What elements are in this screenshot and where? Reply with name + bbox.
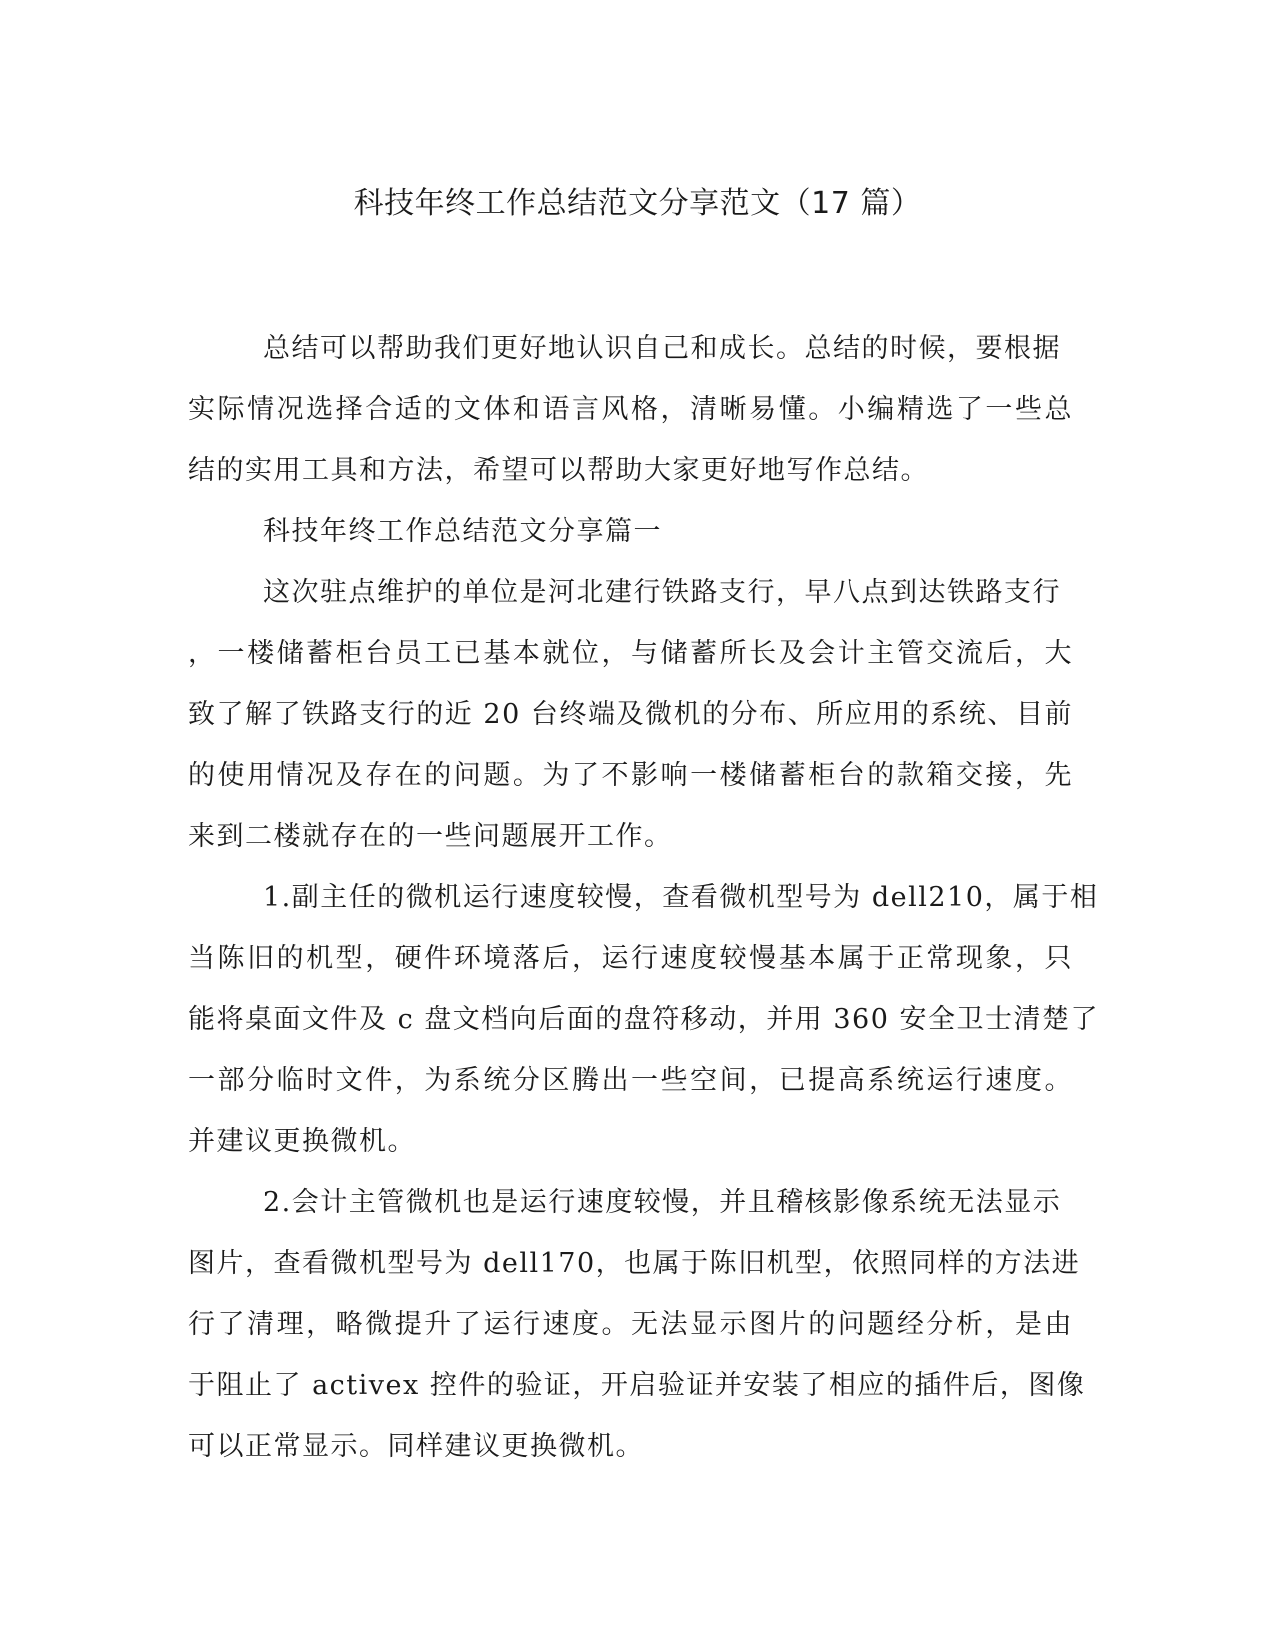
document-body	[188, 318, 1099, 1477]
text-line: 致了解了铁路支行的近 20 台终端及微机的分布、所应用的系统、目前	[188, 699, 1073, 730]
text-line: 实际情况选择合适的文体和语言风格，清晰易懂。小编精选了一些总	[188, 394, 1073, 425]
text-line: 的使用情况及存在的问题。为了不影响一楼储蓄柜台的款箱交接，先	[188, 760, 1073, 791]
text-line: 1.副主任的微机运行速度较慢，查看微机型号为 dell210，属于相	[263, 882, 1099, 913]
text-line: 可以正常显示。同样建议更换微机。	[188, 1431, 644, 1462]
text-line: 来到二楼就存在的一些问题展开工作。	[188, 821, 673, 852]
text-line: 2.会计主管微机也是运行速度较慢，并且稽核影像系统无法显示	[263, 1187, 1062, 1218]
text-line: 行了清理，略微提升了运行速度。无法显示图片的问题经分析，是由	[188, 1309, 1073, 1340]
text-line: 于阻止了 activex 控件的验证，开启验证并安装了相应的插件后，图像	[188, 1370, 1086, 1401]
document-title: 科技年终工作总结范文分享范文（17 篇）	[353, 186, 922, 221]
text-line: 结的实用工具和方法，希望可以帮助大家更好地写作总结。	[188, 455, 929, 486]
section-heading: 科技年终工作总结范文分享篇一	[263, 516, 662, 547]
text-line: ，一楼储蓄柜台员工已基本就位，与储蓄所长及会计主管交流后，大	[188, 638, 1073, 669]
text-line: 当陈旧的机型，硬件环境落后，运行速度较慢基本属于正常现象，只	[188, 943, 1073, 974]
text-line: 图片，查看微机型号为 dell170，也属于陈旧机型，依照同样的方法进	[188, 1248, 1081, 1279]
text-line: 一部分临时文件，为系统分区腾出一些空间，已提高系统运行速度。	[188, 1065, 1073, 1096]
text-line: 总结可以帮助我们更好地认识自己和成长。总结的时候，要根据	[263, 333, 1061, 364]
text-line: 这次驻点维护的单位是河北建行铁路支行，早八点到达铁路支行	[263, 577, 1061, 608]
text-line: 能将桌面文件及 c 盘文档向后面的盘符移动，并用 360 安全卫士清楚了	[188, 1004, 1099, 1035]
text-line: 并建议更换微机。	[188, 1126, 416, 1157]
